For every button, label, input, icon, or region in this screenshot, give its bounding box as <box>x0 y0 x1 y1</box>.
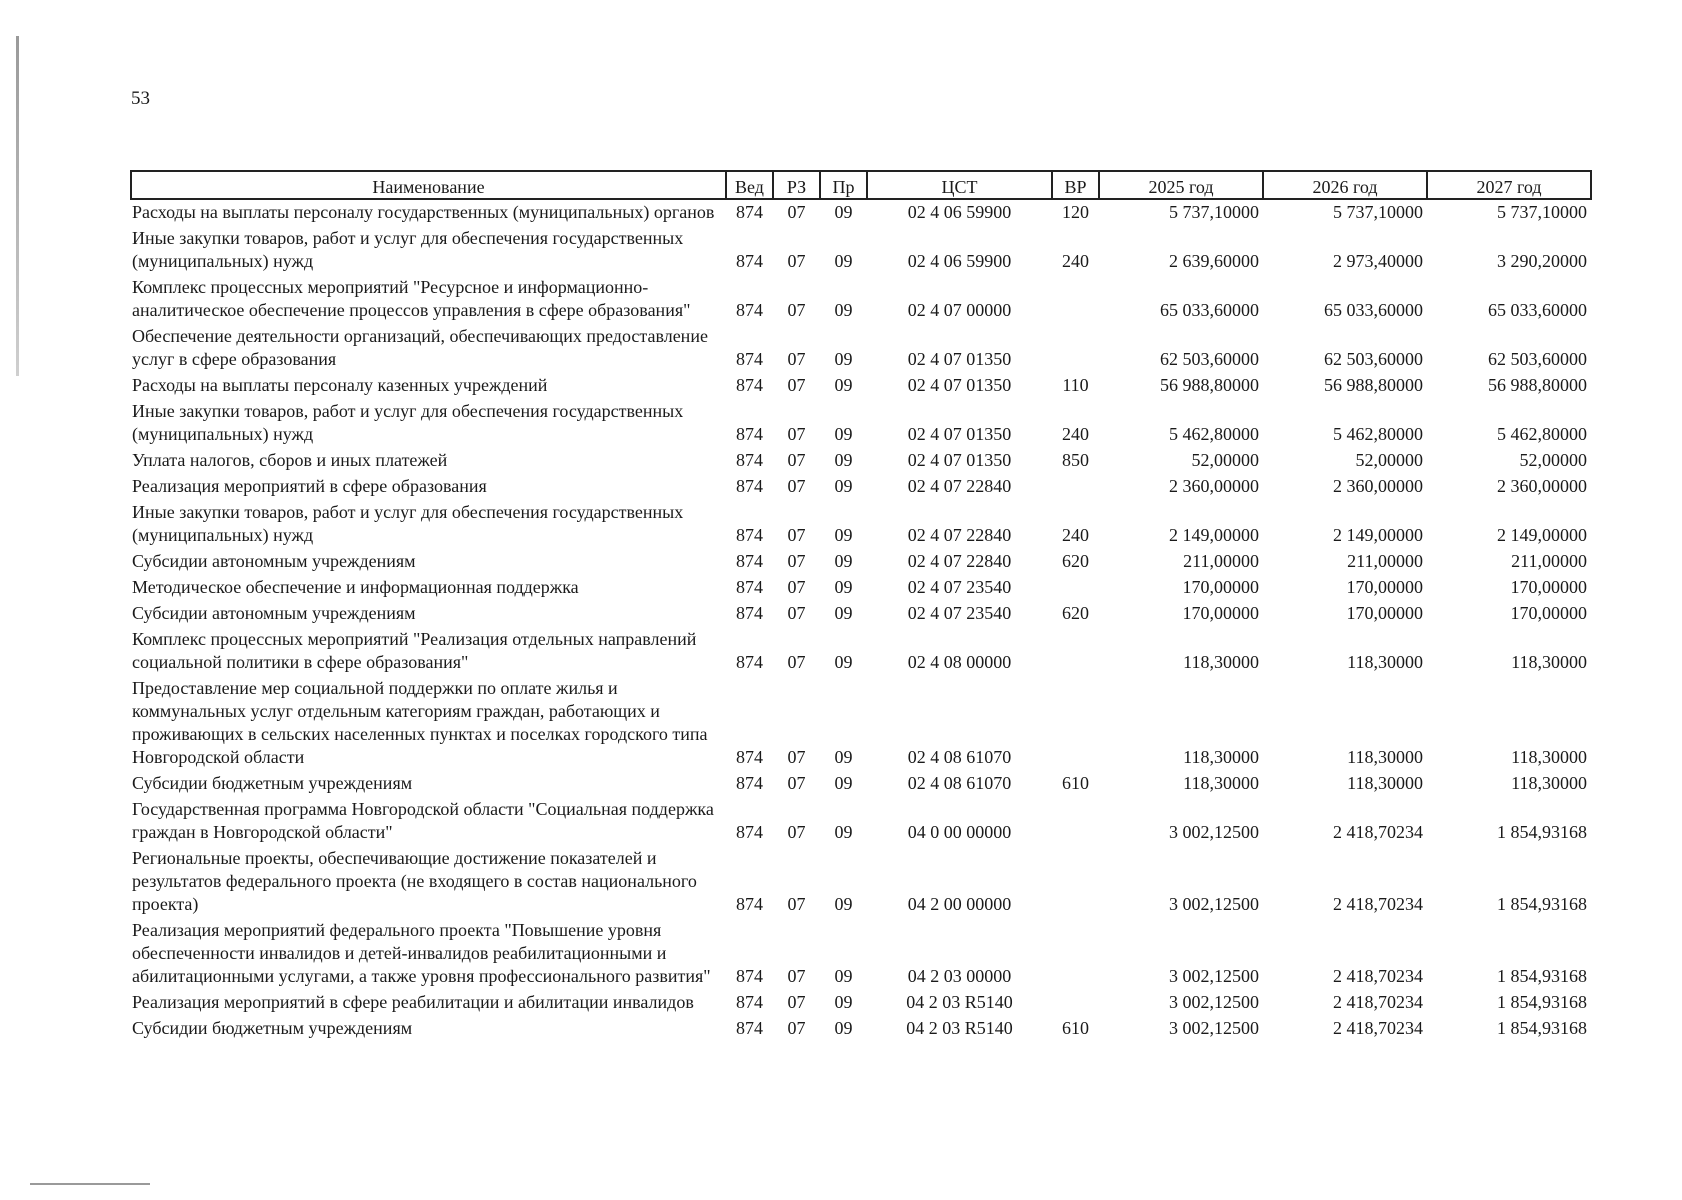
header-ved: Вед <box>726 171 773 199</box>
table-body <box>131 199 1591 1042</box>
cell-ved: 874 <box>736 300 763 320</box>
cell-rz: 07 <box>787 747 806 767</box>
cell-cst: 02 4 08 61070 <box>907 773 1012 793</box>
cell-vr: 610 <box>1062 1018 1089 1038</box>
cell-ved: 874 <box>736 525 763 545</box>
cell-cst: 02 4 08 61070 <box>907 747 1012 767</box>
cell-ved: 874 <box>736 992 763 1012</box>
cell-2027: 62 503,60000 <box>1488 349 1587 369</box>
cell-2027: 118,30000 <box>1511 773 1587 793</box>
cell-cst: 04 2 00 00000 <box>907 894 1012 914</box>
cell-2025: 118,30000 <box>1183 773 1259 793</box>
cell-cst: 04 0 00 00000 <box>907 822 1012 842</box>
header-name: Наименование <box>131 171 726 199</box>
cell-name: Субсидии автономным учреждениям <box>132 551 416 571</box>
cell-cst: 02 4 07 01350 <box>907 450 1012 470</box>
cell-ved: 874 <box>736 375 763 395</box>
cell-pr: 09 <box>834 1018 853 1038</box>
table-row <box>131 676 1591 771</box>
cell-ved: 874 <box>736 551 763 571</box>
table-row <box>131 226 1591 275</box>
cell-pr: 09 <box>834 773 853 793</box>
cell-2027: 65 033,60000 <box>1488 300 1587 320</box>
cell-rz: 07 <box>787 966 806 986</box>
cell-ved: 874 <box>736 202 763 222</box>
cell-pr: 09 <box>834 202 853 222</box>
header-2026: 2026 год <box>1263 171 1427 199</box>
cell-rz: 07 <box>787 450 806 470</box>
cell-pr: 09 <box>834 251 853 271</box>
cell-2025: 118,30000 <box>1183 652 1259 672</box>
cell-2026: 2 418,70234 <box>1333 992 1423 1012</box>
cell-2025: 65 033,60000 <box>1160 300 1259 320</box>
cell-2025: 62 503,60000 <box>1160 349 1259 369</box>
cell-rz: 07 <box>787 525 806 545</box>
cell-2025: 3 002,12500 <box>1169 1018 1259 1038</box>
cell-2026: 2 418,70234 <box>1333 1018 1423 1038</box>
header-pr: Пр <box>820 171 867 199</box>
cell-cst: 02 4 07 22840 <box>907 551 1012 571</box>
cell-cst: 02 4 07 01350 <box>907 424 1012 444</box>
cell-name: Реализация мероприятий в сфере образования <box>132 476 487 496</box>
cell-2027: 2 149,00000 <box>1497 525 1587 545</box>
cell-2025: 2 360,00000 <box>1169 476 1259 496</box>
scan-bottom-mark <box>30 1183 150 1185</box>
cell-name: Комплекс процессных мероприятий "Реализация отдельных направлений социальной политики в сфере образования" <box>132 629 697 672</box>
cell-2026: 118,30000 <box>1347 652 1423 672</box>
cell-ved: 874 <box>736 747 763 767</box>
cell-vr <box>1052 627 1099 676</box>
cell-2026: 2 418,70234 <box>1333 822 1423 842</box>
cell-name: Региональные проекты, обеспечивающие достижение показателей и результатов федерального проекта (не входящего в состав национального проекта) <box>132 848 697 914</box>
table-row <box>131 275 1591 324</box>
cell-cst: 02 4 08 00000 <box>907 652 1012 672</box>
cell-2027: 1 854,93168 <box>1497 1018 1587 1038</box>
cell-2026: 2 360,00000 <box>1333 476 1423 496</box>
cell-2025: 3 002,12500 <box>1169 822 1259 842</box>
table-row <box>131 990 1591 1016</box>
cell-pr: 09 <box>834 375 853 395</box>
cell-2026: 118,30000 <box>1347 773 1423 793</box>
cell-2025: 3 002,12500 <box>1169 966 1259 986</box>
cell-pr: 09 <box>834 300 853 320</box>
cell-vr <box>1052 324 1099 373</box>
cell-2025: 170,00000 <box>1182 577 1259 597</box>
cell-vr <box>1052 676 1099 771</box>
budget-table <box>130 170 1592 1042</box>
cell-2025: 2 639,60000 <box>1169 251 1259 271</box>
cell-2025: 5 737,10000 <box>1169 202 1259 222</box>
table-row <box>131 601 1591 627</box>
table-row <box>131 373 1591 399</box>
cell-cst: 04 2 03 R5140 <box>906 992 1013 1012</box>
table-row <box>131 324 1591 373</box>
cell-2026: 2 418,70234 <box>1333 894 1423 914</box>
cell-2027: 1 854,93168 <box>1497 992 1587 1012</box>
table-row <box>131 199 1591 226</box>
cell-rz: 07 <box>787 551 806 571</box>
cell-pr: 09 <box>834 476 853 496</box>
cell-vr <box>1052 918 1099 990</box>
cell-2025: 2 149,00000 <box>1169 525 1259 545</box>
cell-name: Расходы на выплаты персоналу государственных (муниципальных) органов <box>132 202 715 222</box>
cell-2026: 52,00000 <box>1355 450 1423 470</box>
table-row <box>131 575 1591 601</box>
cell-vr: 240 <box>1062 525 1089 545</box>
table-row <box>131 399 1591 448</box>
cell-name: Субсидии автономным учреждениям <box>132 603 416 623</box>
cell-name: Иные закупки товаров, работ и услуг для обеспечения государственных (муниципальных) нужд <box>132 502 684 545</box>
cell-cst: 02 4 07 23540 <box>907 603 1012 623</box>
cell-pr: 09 <box>834 992 853 1012</box>
cell-pr: 09 <box>834 525 853 545</box>
cell-2027: 5 737,10000 <box>1497 202 1587 222</box>
cell-ved: 874 <box>736 450 763 470</box>
cell-name: Комплекс процессных мероприятий "Ресурсное и информационно-аналитическое обеспечение процессов управления в сфере образования" <box>132 277 691 320</box>
cell-pr: 09 <box>834 577 853 597</box>
cell-2027: 170,00000 <box>1510 577 1587 597</box>
cell-vr: 850 <box>1062 450 1089 470</box>
cell-ved: 874 <box>736 966 763 986</box>
cell-2026: 56 988,80000 <box>1324 375 1423 395</box>
cell-2025: 5 462,80000 <box>1169 424 1259 444</box>
cell-rz: 07 <box>787 992 806 1012</box>
cell-cst: 04 2 03 00000 <box>907 966 1012 986</box>
cell-ved: 874 <box>736 894 763 914</box>
cell-2025: 211,00000 <box>1183 551 1259 571</box>
table-row <box>131 846 1591 918</box>
cell-rz: 07 <box>787 251 806 271</box>
cell-name: Обеспечение деятельности организаций, обеспечивающих предоставление услуг в сфере образования <box>132 326 708 369</box>
cell-ved: 874 <box>736 349 763 369</box>
table-row <box>131 797 1591 846</box>
table-row <box>131 474 1591 500</box>
cell-pr: 09 <box>834 894 853 914</box>
table-header-row <box>131 171 1591 199</box>
cell-ved: 874 <box>736 476 763 496</box>
cell-rz: 07 <box>787 1018 806 1038</box>
cell-rz: 07 <box>787 300 806 320</box>
cell-ved: 874 <box>736 773 763 793</box>
cell-vr: 620 <box>1062 603 1089 623</box>
cell-2027: 118,30000 <box>1511 747 1587 767</box>
header-2027: 2027 год <box>1427 171 1591 199</box>
cell-2026: 118,30000 <box>1347 747 1423 767</box>
cell-vr: 240 <box>1062 424 1089 444</box>
cell-name: Государственная программа Новгородской области "Социальная поддержка граждан в Новгородской области" <box>132 799 714 842</box>
scan-edge-mark <box>16 36 19 376</box>
cell-2025: 118,30000 <box>1183 747 1259 767</box>
header-vr: ВР <box>1052 171 1099 199</box>
cell-pr: 09 <box>834 603 853 623</box>
cell-2025: 3 002,12500 <box>1169 992 1259 1012</box>
cell-2027: 3 290,20000 <box>1497 251 1587 271</box>
cell-name: Реализация мероприятий в сфере реабилитации и абилитации инвалидов <box>132 992 694 1012</box>
cell-rz: 07 <box>787 577 806 597</box>
cell-pr: 09 <box>834 349 853 369</box>
cell-vr: 240 <box>1062 251 1089 271</box>
cell-rz: 07 <box>787 822 806 842</box>
cell-name: Предоставление мер социальной поддержки по оплате жилья и коммунальных услуг отдельным категориям граждан, работающих и проживающих в сельских населенных пунктах и поселках городского типа Новгородской области <box>132 678 708 767</box>
cell-vr: 120 <box>1062 202 1089 222</box>
table-row <box>131 500 1591 549</box>
cell-cst: 02 4 06 59900 <box>907 251 1012 271</box>
table-row <box>131 1016 1591 1042</box>
cell-rz: 07 <box>787 375 806 395</box>
cell-ved: 874 <box>736 424 763 444</box>
cell-rz: 07 <box>787 202 806 222</box>
cell-cst: 02 4 07 22840 <box>907 476 1012 496</box>
cell-vr <box>1052 474 1099 500</box>
cell-2026: 2 149,00000 <box>1333 525 1423 545</box>
cell-name: Иные закупки товаров, работ и услуг для обеспечения государственных (муниципальных) нужд <box>132 228 684 271</box>
cell-2027: 118,30000 <box>1511 652 1587 672</box>
cell-name: Субсидии бюджетным учреждениям <box>132 773 413 793</box>
table-row <box>131 771 1591 797</box>
cell-vr: 620 <box>1062 551 1089 571</box>
cell-vr <box>1052 575 1099 601</box>
cell-ved: 874 <box>736 1018 763 1038</box>
cell-pr: 09 <box>834 822 853 842</box>
cell-2027: 211,00000 <box>1511 551 1587 571</box>
cell-2026: 211,00000 <box>1347 551 1423 571</box>
header-2025: 2025 год <box>1099 171 1263 199</box>
cell-name: Расходы на выплаты персоналу казенных учреждений <box>132 375 548 395</box>
cell-2025: 56 988,80000 <box>1160 375 1259 395</box>
cell-ved: 874 <box>736 251 763 271</box>
cell-rz: 07 <box>787 652 806 672</box>
cell-ved: 874 <box>736 652 763 672</box>
cell-vr <box>1052 990 1099 1016</box>
cell-rz: 07 <box>787 773 806 793</box>
header-cst: ЦСТ <box>867 171 1052 199</box>
cell-ved: 874 <box>736 822 763 842</box>
cell-pr: 09 <box>834 551 853 571</box>
table-row <box>131 549 1591 575</box>
cell-2026: 2 973,40000 <box>1333 251 1423 271</box>
cell-name: Субсидии бюджетным учреждениям <box>132 1018 413 1038</box>
table-row <box>131 448 1591 474</box>
cell-name: Уплата налогов, сборов и иных платежей <box>132 450 448 470</box>
cell-2026: 65 033,60000 <box>1324 300 1423 320</box>
cell-rz: 07 <box>787 349 806 369</box>
cell-cst: 02 4 07 01350 <box>907 349 1012 369</box>
cell-2027: 1 854,93168 <box>1497 822 1587 842</box>
cell-ved: 874 <box>736 577 763 597</box>
cell-vr: 610 <box>1062 773 1089 793</box>
cell-rz: 07 <box>787 476 806 496</box>
cell-pr: 09 <box>834 424 853 444</box>
cell-2026: 62 503,60000 <box>1324 349 1423 369</box>
cell-2025: 52,00000 <box>1191 450 1259 470</box>
cell-cst: 04 2 03 R5140 <box>906 1018 1013 1038</box>
cell-2027: 52,00000 <box>1519 450 1587 470</box>
page-number: 53 <box>131 88 150 109</box>
cell-pr: 09 <box>834 747 853 767</box>
cell-2027: 1 854,93168 <box>1497 894 1587 914</box>
cell-vr <box>1052 275 1099 324</box>
cell-rz: 07 <box>787 894 806 914</box>
cell-rz: 07 <box>787 603 806 623</box>
cell-cst: 02 4 07 00000 <box>907 300 1012 320</box>
cell-rz: 07 <box>787 424 806 444</box>
cell-pr: 09 <box>834 652 853 672</box>
cell-2027: 56 988,80000 <box>1488 375 1587 395</box>
cell-2026: 5 462,80000 <box>1333 424 1423 444</box>
cell-2025: 3 002,12500 <box>1169 894 1259 914</box>
cell-pr: 09 <box>834 450 853 470</box>
cell-2027: 5 462,80000 <box>1497 424 1587 444</box>
cell-2026: 170,00000 <box>1346 577 1423 597</box>
cell-cst: 02 4 07 23540 <box>907 577 1012 597</box>
cell-vr <box>1052 797 1099 846</box>
table-row <box>131 918 1591 990</box>
cell-2026: 5 737,10000 <box>1333 202 1423 222</box>
cell-name: Методическое обеспечение и информационная поддержка <box>132 577 579 597</box>
cell-cst: 02 4 07 01350 <box>907 375 1012 395</box>
cell-2027: 170,00000 <box>1510 603 1587 623</box>
cell-pr: 09 <box>834 966 853 986</box>
cell-ved: 874 <box>736 603 763 623</box>
cell-2026: 2 418,70234 <box>1333 966 1423 986</box>
table-row <box>131 627 1591 676</box>
cell-cst: 02 4 06 59900 <box>907 202 1012 222</box>
cell-cst: 02 4 07 22840 <box>907 525 1012 545</box>
cell-2026: 170,00000 <box>1346 603 1423 623</box>
cell-vr <box>1052 846 1099 918</box>
cell-2027: 2 360,00000 <box>1497 476 1587 496</box>
cell-vr: 110 <box>1062 375 1089 395</box>
cell-name: Реализация мероприятий федерального проекта "Повышение уровня обеспеченности инвалидов и детей-инвалидов реабилитационными и абилитационными услугами, а также уровня профессионального развития" <box>132 920 711 986</box>
header-rz: РЗ <box>773 171 820 199</box>
cell-2025: 170,00000 <box>1182 603 1259 623</box>
cell-2027: 1 854,93168 <box>1497 966 1587 986</box>
cell-name: Иные закупки товаров, работ и услуг для обеспечения государственных (муниципальных) нужд <box>132 401 684 444</box>
